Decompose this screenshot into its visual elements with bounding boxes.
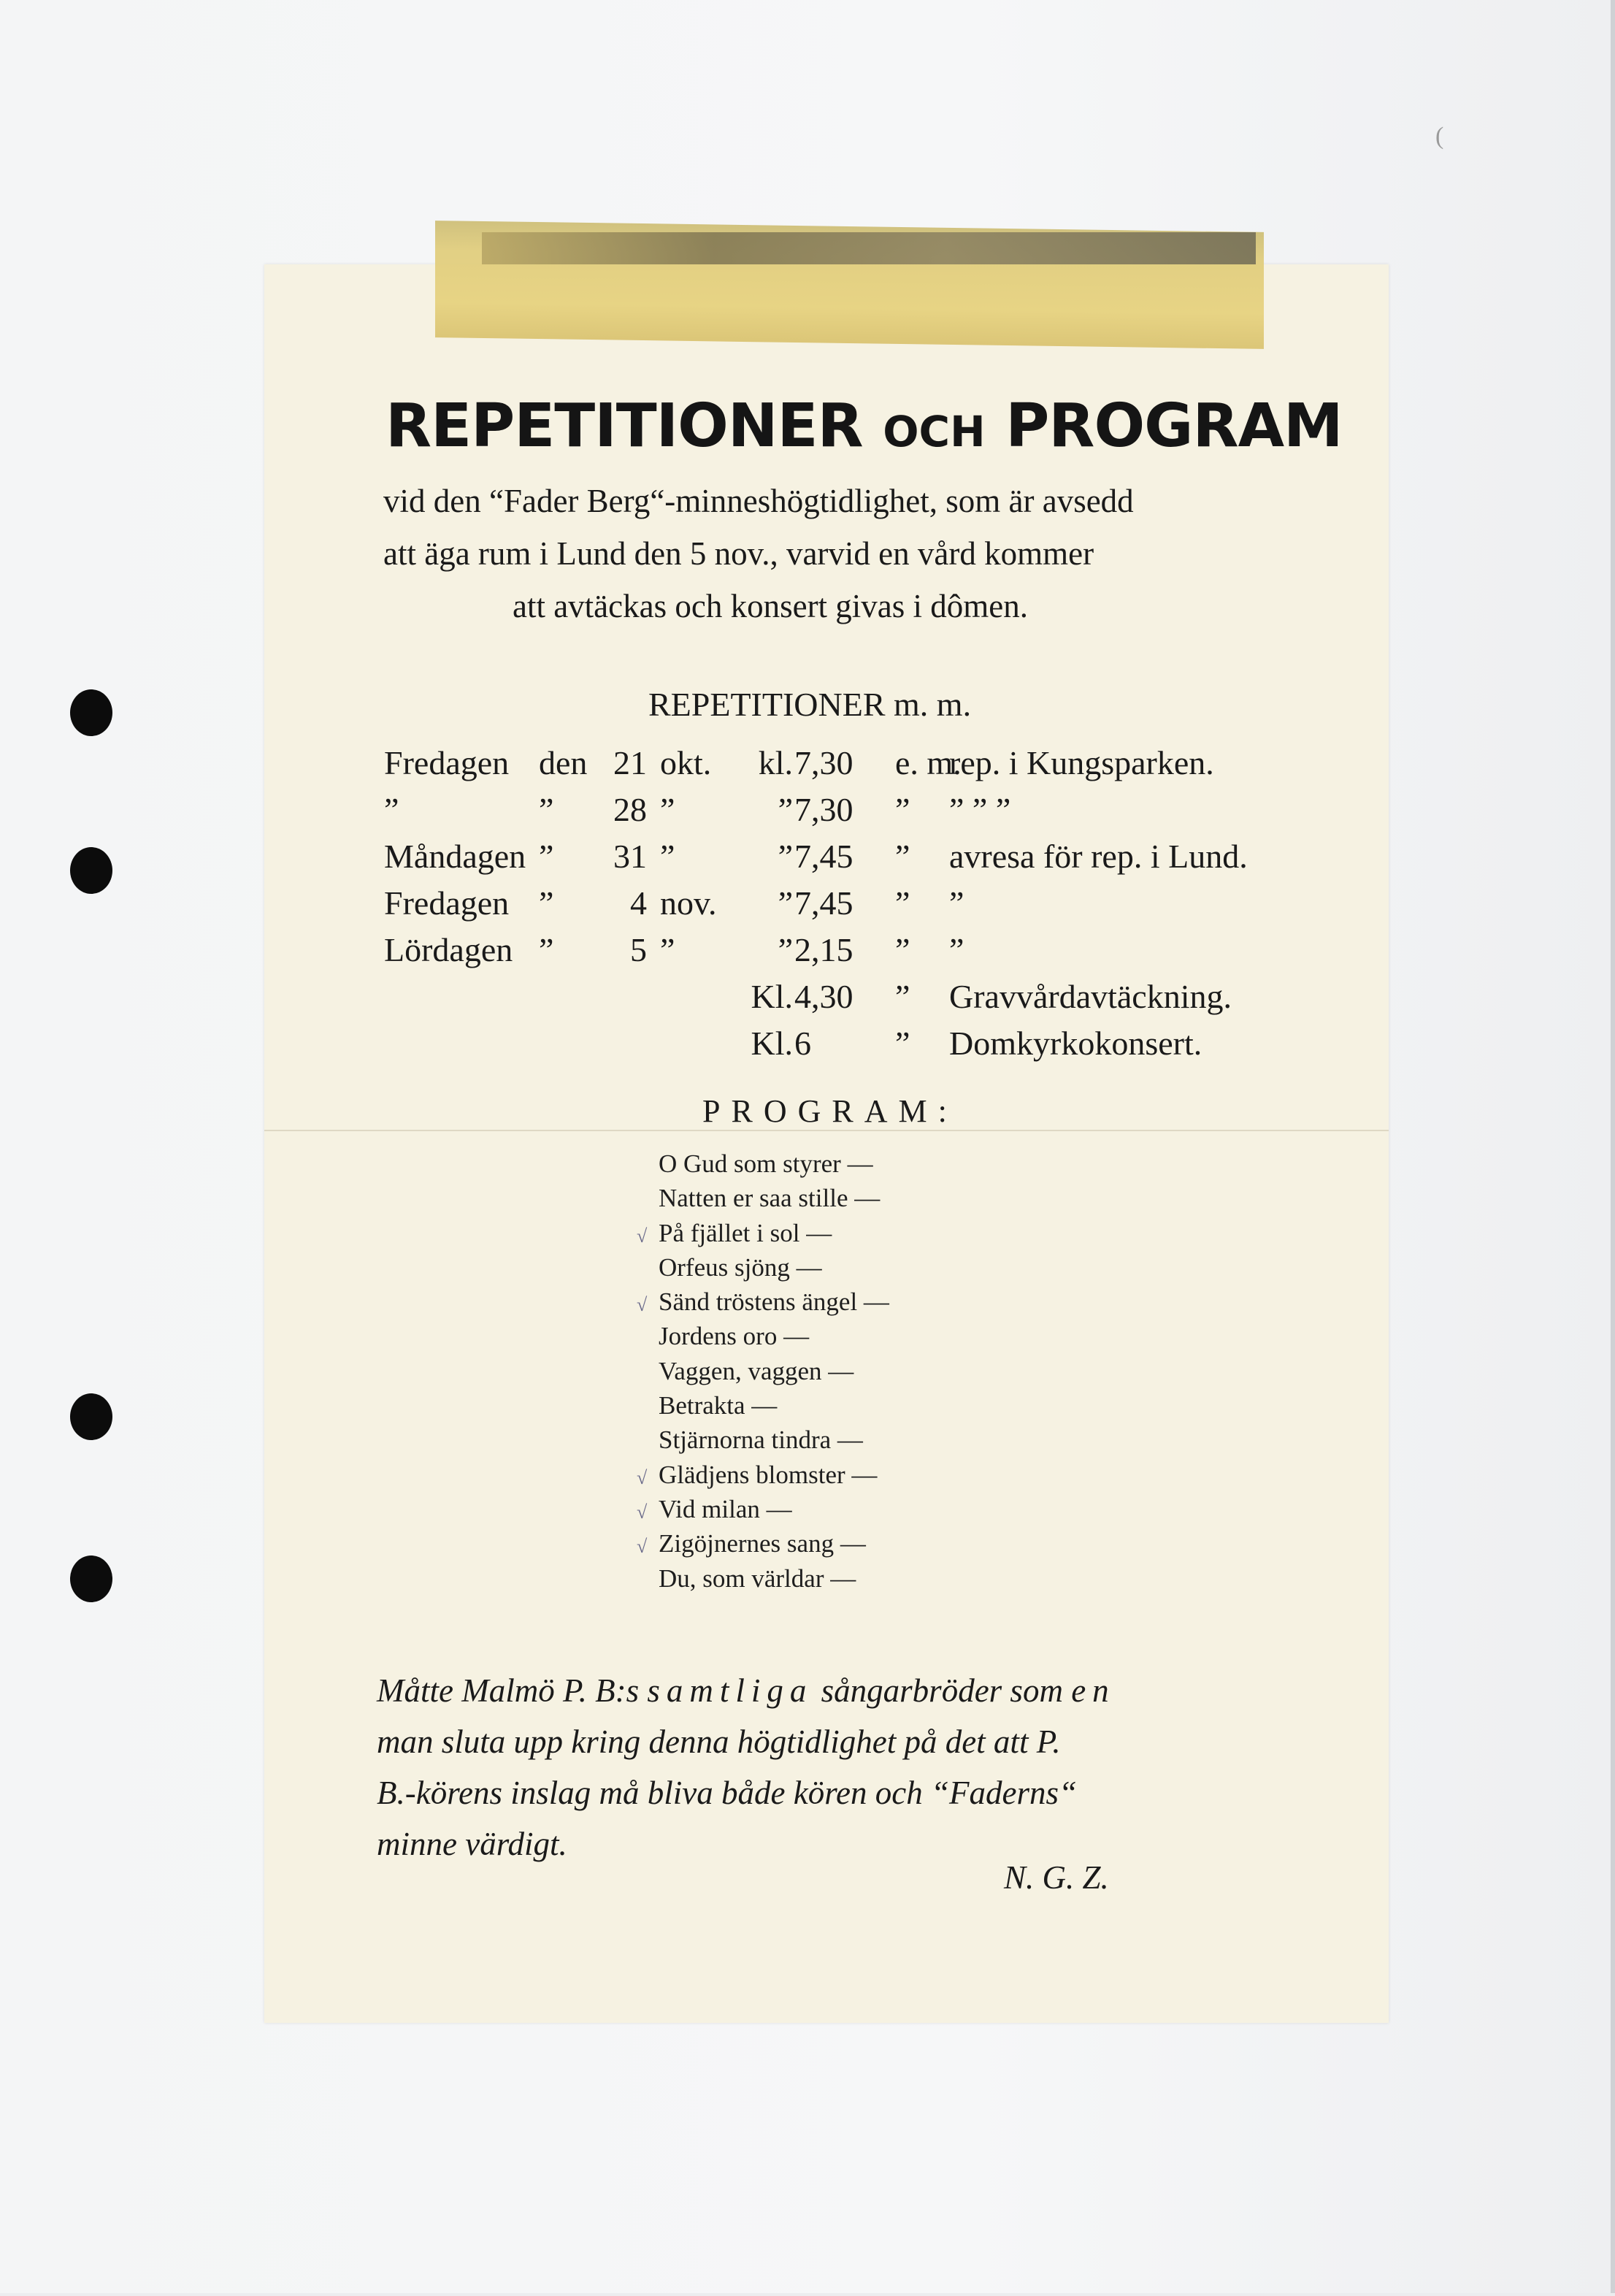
schedule-cell-time: 7,30	[794, 744, 853, 781]
title-main: REPETITIONER	[385, 391, 863, 461]
closing-spaced-text: samtliga	[647, 1672, 813, 1709]
schedule-cell-em: ”	[895, 1025, 910, 1062]
schedule-cell-time: 7,30	[794, 791, 853, 828]
schedule-cell-kl: kl.	[758, 744, 793, 781]
closing-line: minne värdigt.	[377, 1826, 567, 1862]
schedule-cell-date: 5	[630, 931, 647, 968]
schedule-cell-a: ”	[539, 931, 554, 968]
checkmark-icon: √	[637, 1501, 648, 1523]
schedule-cell-kl: ”	[778, 838, 793, 875]
song-item	[637, 1458, 889, 1492]
schedule-cell-em: ”	[895, 838, 910, 875]
intro-line: att avtäckas och konsert givas i dômen.	[512, 588, 1029, 624]
schedule-cell-em: ”	[895, 978, 910, 1015]
program-heading: PROGRAM:	[702, 1093, 958, 1129]
schedule-cell-time: 4,30	[794, 978, 853, 1015]
punch-hole	[70, 1555, 112, 1602]
song-title: Sänd tröstens ängel —	[659, 1287, 889, 1317]
song-title: Vid milan —	[659, 1494, 792, 1523]
schedule-cell-kl: Kl.	[751, 1025, 793, 1062]
song-title: Jordens oro —	[659, 1322, 810, 1351]
song-title: Du, som världar —	[659, 1564, 856, 1593]
flyer-title	[385, 391, 1343, 461]
schedule-cell-month: ”	[660, 838, 675, 875]
closing-paragraph	[377, 1665, 1289, 1870]
song-item	[637, 1216, 889, 1250]
song-title: Natten er saa stille —	[659, 1184, 881, 1213]
song-title: Betrakta —	[659, 1391, 778, 1420]
closing-text: sångarbröder som	[813, 1672, 1072, 1709]
song-item	[659, 1181, 889, 1215]
schedule-cell-day: Fredagen	[384, 884, 510, 922]
schedule-cell-em: e. m.	[895, 744, 962, 781]
song-title: Vaggen, vaggen —	[659, 1356, 854, 1385]
checkmark-icon: √	[637, 1294, 648, 1316]
closing-line: man sluta upp kring denna högtidlighet på det att P.	[377, 1723, 1061, 1760]
song-item	[659, 1147, 889, 1181]
song-item	[659, 1319, 889, 1353]
schedule-cell-em: ”	[895, 884, 910, 922]
schedule-cell-day: Lördagen	[384, 931, 513, 968]
song-item	[637, 1285, 889, 1319]
song-item	[659, 1561, 889, 1596]
intro-line: vid den “Fader Berg“-minneshögtidlighet, som är avsedd	[383, 483, 1134, 519]
tape-shadow	[482, 232, 1256, 264]
song-item	[659, 1250, 889, 1285]
repetitioner-heading: REPETITIONER m. m.	[648, 686, 972, 723]
schedule-cell-a: ”	[539, 838, 554, 875]
pencil-mark: (	[1435, 123, 1444, 150]
title-tail: PROGRAM	[1005, 391, 1343, 461]
checkmark-icon: √	[637, 1536, 648, 1558]
schedule-cell-note: avresa för rep. i Lund.	[949, 838, 1248, 875]
punch-hole	[70, 847, 112, 894]
schedule-cell-kl: ”	[778, 884, 793, 922]
closing-spaced-text: en	[1071, 1672, 1116, 1709]
schedule-cell-note: rep. i Kungsparken.	[949, 744, 1214, 781]
schedule-cell-kl: ”	[778, 931, 793, 968]
schedule-cell-time: 7,45	[794, 838, 853, 875]
song-item	[659, 1423, 889, 1457]
closing-line	[377, 1665, 1289, 1716]
punch-hole	[70, 689, 112, 736]
schedule-cell-day: Fredagen	[384, 744, 510, 781]
schedule-cell-date: 31	[613, 838, 647, 875]
signature: N. G. Z.	[1004, 1859, 1109, 1896]
song-list	[637, 1147, 889, 1596]
title-small: OCH	[883, 407, 986, 456]
schedule-cell-note: Domkyrkokonsert.	[949, 1025, 1202, 1062]
schedule-cell-note: Gravvårdavtäckning.	[949, 978, 1232, 1015]
intro-paragraph	[383, 475, 1289, 632]
song-title: På fjället i sol —	[659, 1218, 832, 1247]
checkmark-icon: √	[637, 1466, 648, 1488]
schedule-cell-month: ”	[660, 931, 675, 968]
schedule-cell-em: ”	[895, 931, 910, 968]
song-item	[637, 1526, 889, 1561]
song-item	[637, 1492, 889, 1526]
fold-line	[264, 1130, 1389, 1131]
schedule-cell-day: Måndagen	[384, 838, 526, 875]
song-title: Glädjens blomster —	[659, 1460, 878, 1489]
schedule-cell-note: ”	[949, 931, 964, 968]
song-title: Orfeus sjöng —	[659, 1252, 822, 1282]
schedule-cell-date: 21	[613, 744, 647, 781]
schedule-cell-kl: ”	[778, 791, 793, 828]
schedule-cell-a: ”	[539, 884, 554, 922]
schedule-cell-time: 7,45	[794, 884, 853, 922]
schedule-cell-a: den	[539, 744, 588, 781]
schedule-cell-time: 2,15	[794, 931, 853, 968]
schedule-cell-date: 28	[613, 791, 647, 828]
song-title: Stjärnorna tindra —	[659, 1426, 863, 1455]
schedule-cell-time: 6	[794, 1025, 811, 1062]
song-title: O Gud som styrer —	[659, 1149, 873, 1178]
song-item	[659, 1388, 889, 1423]
schedule-cell-month: ”	[660, 791, 675, 828]
closing-line: B.-körens inslag må bliva både kören och “Faderns“	[377, 1775, 1078, 1811]
schedule-cell-date: 4	[630, 884, 647, 922]
song-item	[659, 1354, 889, 1388]
schedule-cell-day: ”	[384, 791, 399, 828]
song-title: Zigöjnernes sang —	[659, 1529, 866, 1558]
closing-text: Måtte Malmö P. B:s	[377, 1672, 648, 1709]
schedule-cell-month: nov.	[660, 884, 717, 922]
schedule-cell-note: ”	[949, 884, 964, 922]
schedule-cell-note: ” ” ”	[949, 791, 1011, 828]
schedule-cell-month: okt.	[660, 744, 712, 781]
schedule-cell-a: ”	[539, 791, 554, 828]
schedule-cell-em: ”	[895, 791, 910, 828]
checkmark-icon: √	[637, 1225, 648, 1247]
schedule-cell-kl: Kl.	[751, 978, 793, 1015]
punch-hole	[70, 1393, 112, 1440]
intro-line: att äga rum i Lund den 5 nov., varvid en vård kommer	[383, 535, 1094, 572]
